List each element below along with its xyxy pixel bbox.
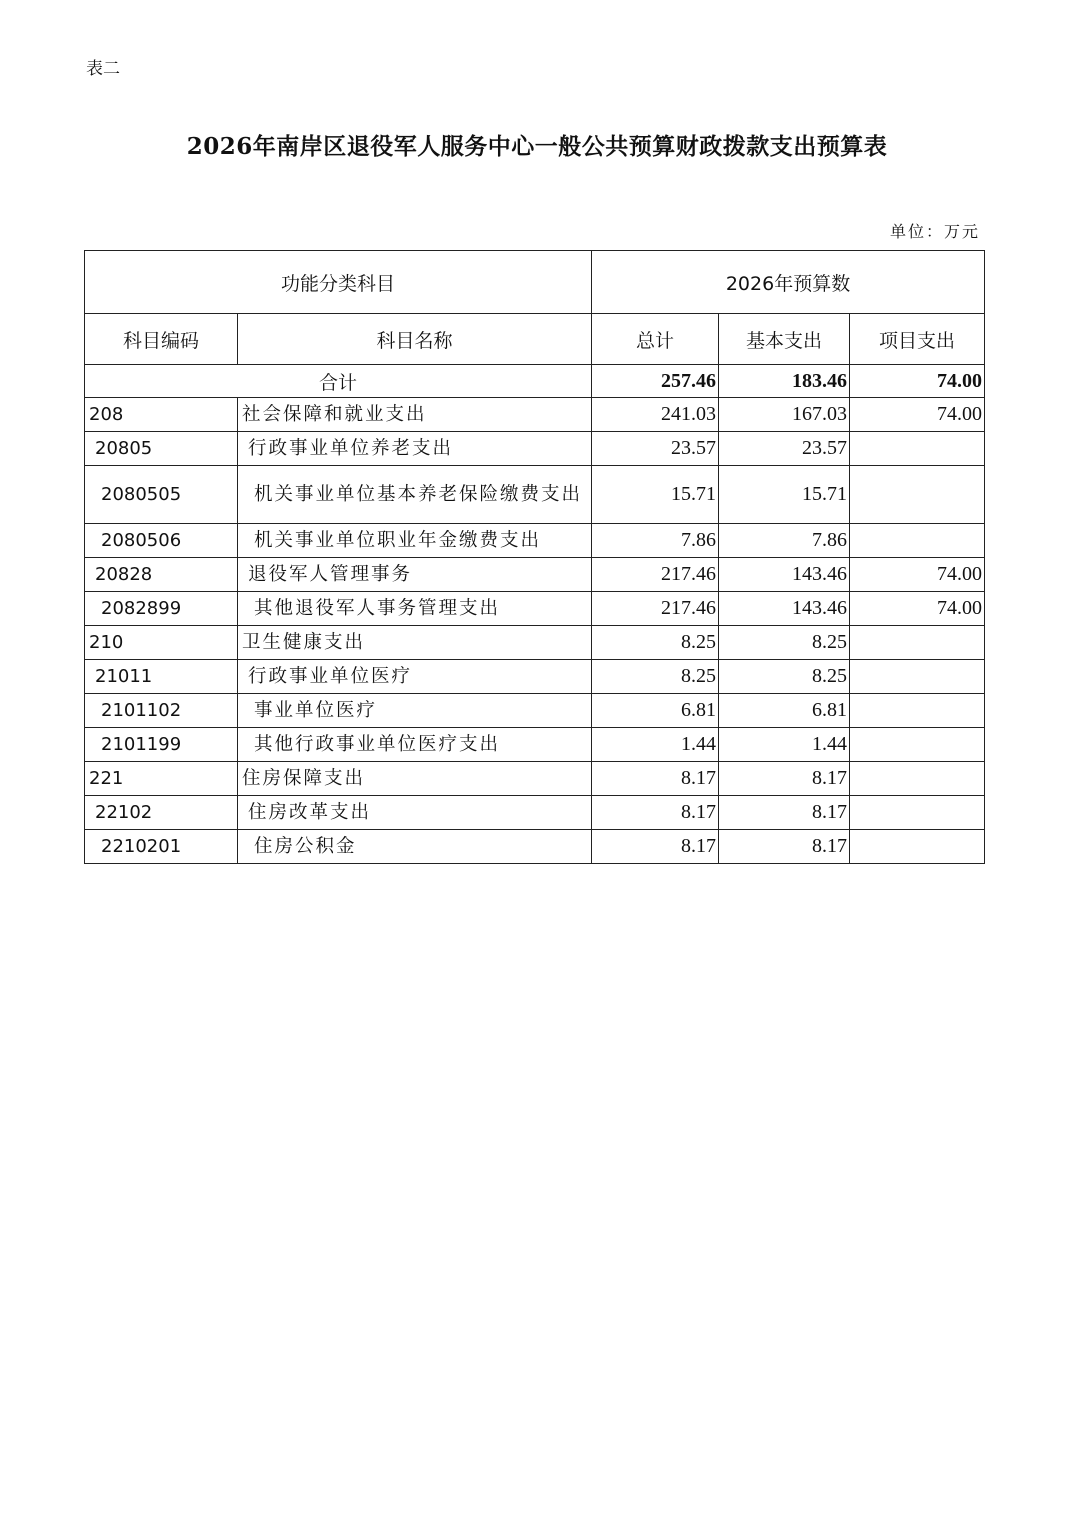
row-project [850,660,985,694]
table-row [85,558,985,592]
total-row-total: 257.46 [592,365,719,398]
row-project [850,626,985,660]
row-name: 社会保障和就业支出 [238,398,592,432]
row-basic: 15.71 [719,466,850,524]
row-name: 退役军人管理事务 [238,558,592,592]
row-basic: 143.46 [719,558,850,592]
row-code: 20805 [85,432,238,466]
budget-table [84,250,985,864]
table-row [85,660,985,694]
row-code: 2080505 [85,466,238,524]
row-code: 210 [85,626,238,660]
row-total: 8.17 [592,762,719,796]
row-project [850,762,985,796]
row-basic: 143.46 [719,592,850,626]
row-project [850,524,985,558]
row-basic: 1.44 [719,728,850,762]
row-name: 行政事业单位医疗 [238,660,592,694]
row-name: 住房改革支出 [238,796,592,830]
row-name: 住房公积金 [238,830,592,864]
row-name: 卫生健康支出 [238,626,592,660]
row-code: 21011 [85,660,238,694]
header-name: 科目名称 [238,314,592,365]
row-basic: 6.81 [719,694,850,728]
row-total: 7.86 [592,524,719,558]
row-basic: 8.17 [719,796,850,830]
header-row-columns [85,314,985,365]
row-name: 机关事业单位职业年金缴费支出 [238,524,592,558]
row-code: 2082899 [85,592,238,626]
row-total: 6.81 [592,694,719,728]
row-basic: 8.17 [719,830,850,864]
row-project [850,728,985,762]
table-row [85,466,985,524]
header-basic: 基本支出 [719,314,850,365]
row-project [850,830,985,864]
total-row [85,365,985,398]
row-total: 23.57 [592,432,719,466]
row-code: 2210201 [85,830,238,864]
table-number-label: 表二 [86,59,120,79]
total-row-label: 合计 [85,365,592,398]
row-code: 20828 [85,558,238,592]
table-row [85,432,985,466]
table-row [85,694,985,728]
table-body [85,365,985,864]
row-code: 221 [85,762,238,796]
row-total: 8.25 [592,626,719,660]
row-code: 22102 [85,796,238,830]
row-code: 208 [85,398,238,432]
row-total: 241.03 [592,398,719,432]
table-row [85,762,985,796]
row-name: 机关事业单位基本养老保险缴费支出 [238,466,592,524]
row-project: 74.00 [850,592,985,626]
row-project [850,466,985,524]
table-row [85,626,985,660]
table-row [85,398,985,432]
header-total: 总计 [592,314,719,365]
header-budget-year: 2026年预算数 [592,251,985,314]
row-project [850,694,985,728]
table-row [85,796,985,830]
row-basic: 8.25 [719,626,850,660]
total-row-basic: 183.46 [719,365,850,398]
row-total: 217.46 [592,592,719,626]
header-row-group [85,251,985,314]
total-row-project: 74.00 [850,365,985,398]
row-total: 8.17 [592,830,719,864]
row-total: 217.46 [592,558,719,592]
row-basic: 8.17 [719,762,850,796]
table-row [85,830,985,864]
table-row [85,524,985,558]
row-code: 2101199 [85,728,238,762]
header-functional-category: 功能分类科目 [85,251,592,314]
row-basic: 7.86 [719,524,850,558]
table-row [85,728,985,762]
row-name: 其他退役军人事务管理支出 [238,592,592,626]
row-project: 74.00 [850,398,985,432]
row-total: 1.44 [592,728,719,762]
row-basic: 8.25 [719,660,850,694]
header-project: 项目支出 [850,314,985,365]
row-project [850,796,985,830]
row-name: 其他行政事业单位医疗支出 [238,728,592,762]
row-total: 15.71 [592,466,719,524]
row-code: 2080506 [85,524,238,558]
row-project: 74.00 [850,558,985,592]
row-name: 事业单位医疗 [238,694,592,728]
row-basic: 23.57 [719,432,850,466]
header-code: 科目编码 [85,314,238,365]
document-title: 2026年南岸区退役军人服务中心一般公共预算财政拨款支出预算表 [186,133,888,160]
unit-note: 单位：万元 [889,222,980,241]
row-total: 8.17 [592,796,719,830]
row-basic: 167.03 [719,398,850,432]
row-name: 行政事业单位养老支出 [238,432,592,466]
row-total: 8.25 [592,660,719,694]
row-name: 住房保障支出 [238,762,592,796]
row-project [850,432,985,466]
table-row [85,592,985,626]
row-code: 2101102 [85,694,238,728]
